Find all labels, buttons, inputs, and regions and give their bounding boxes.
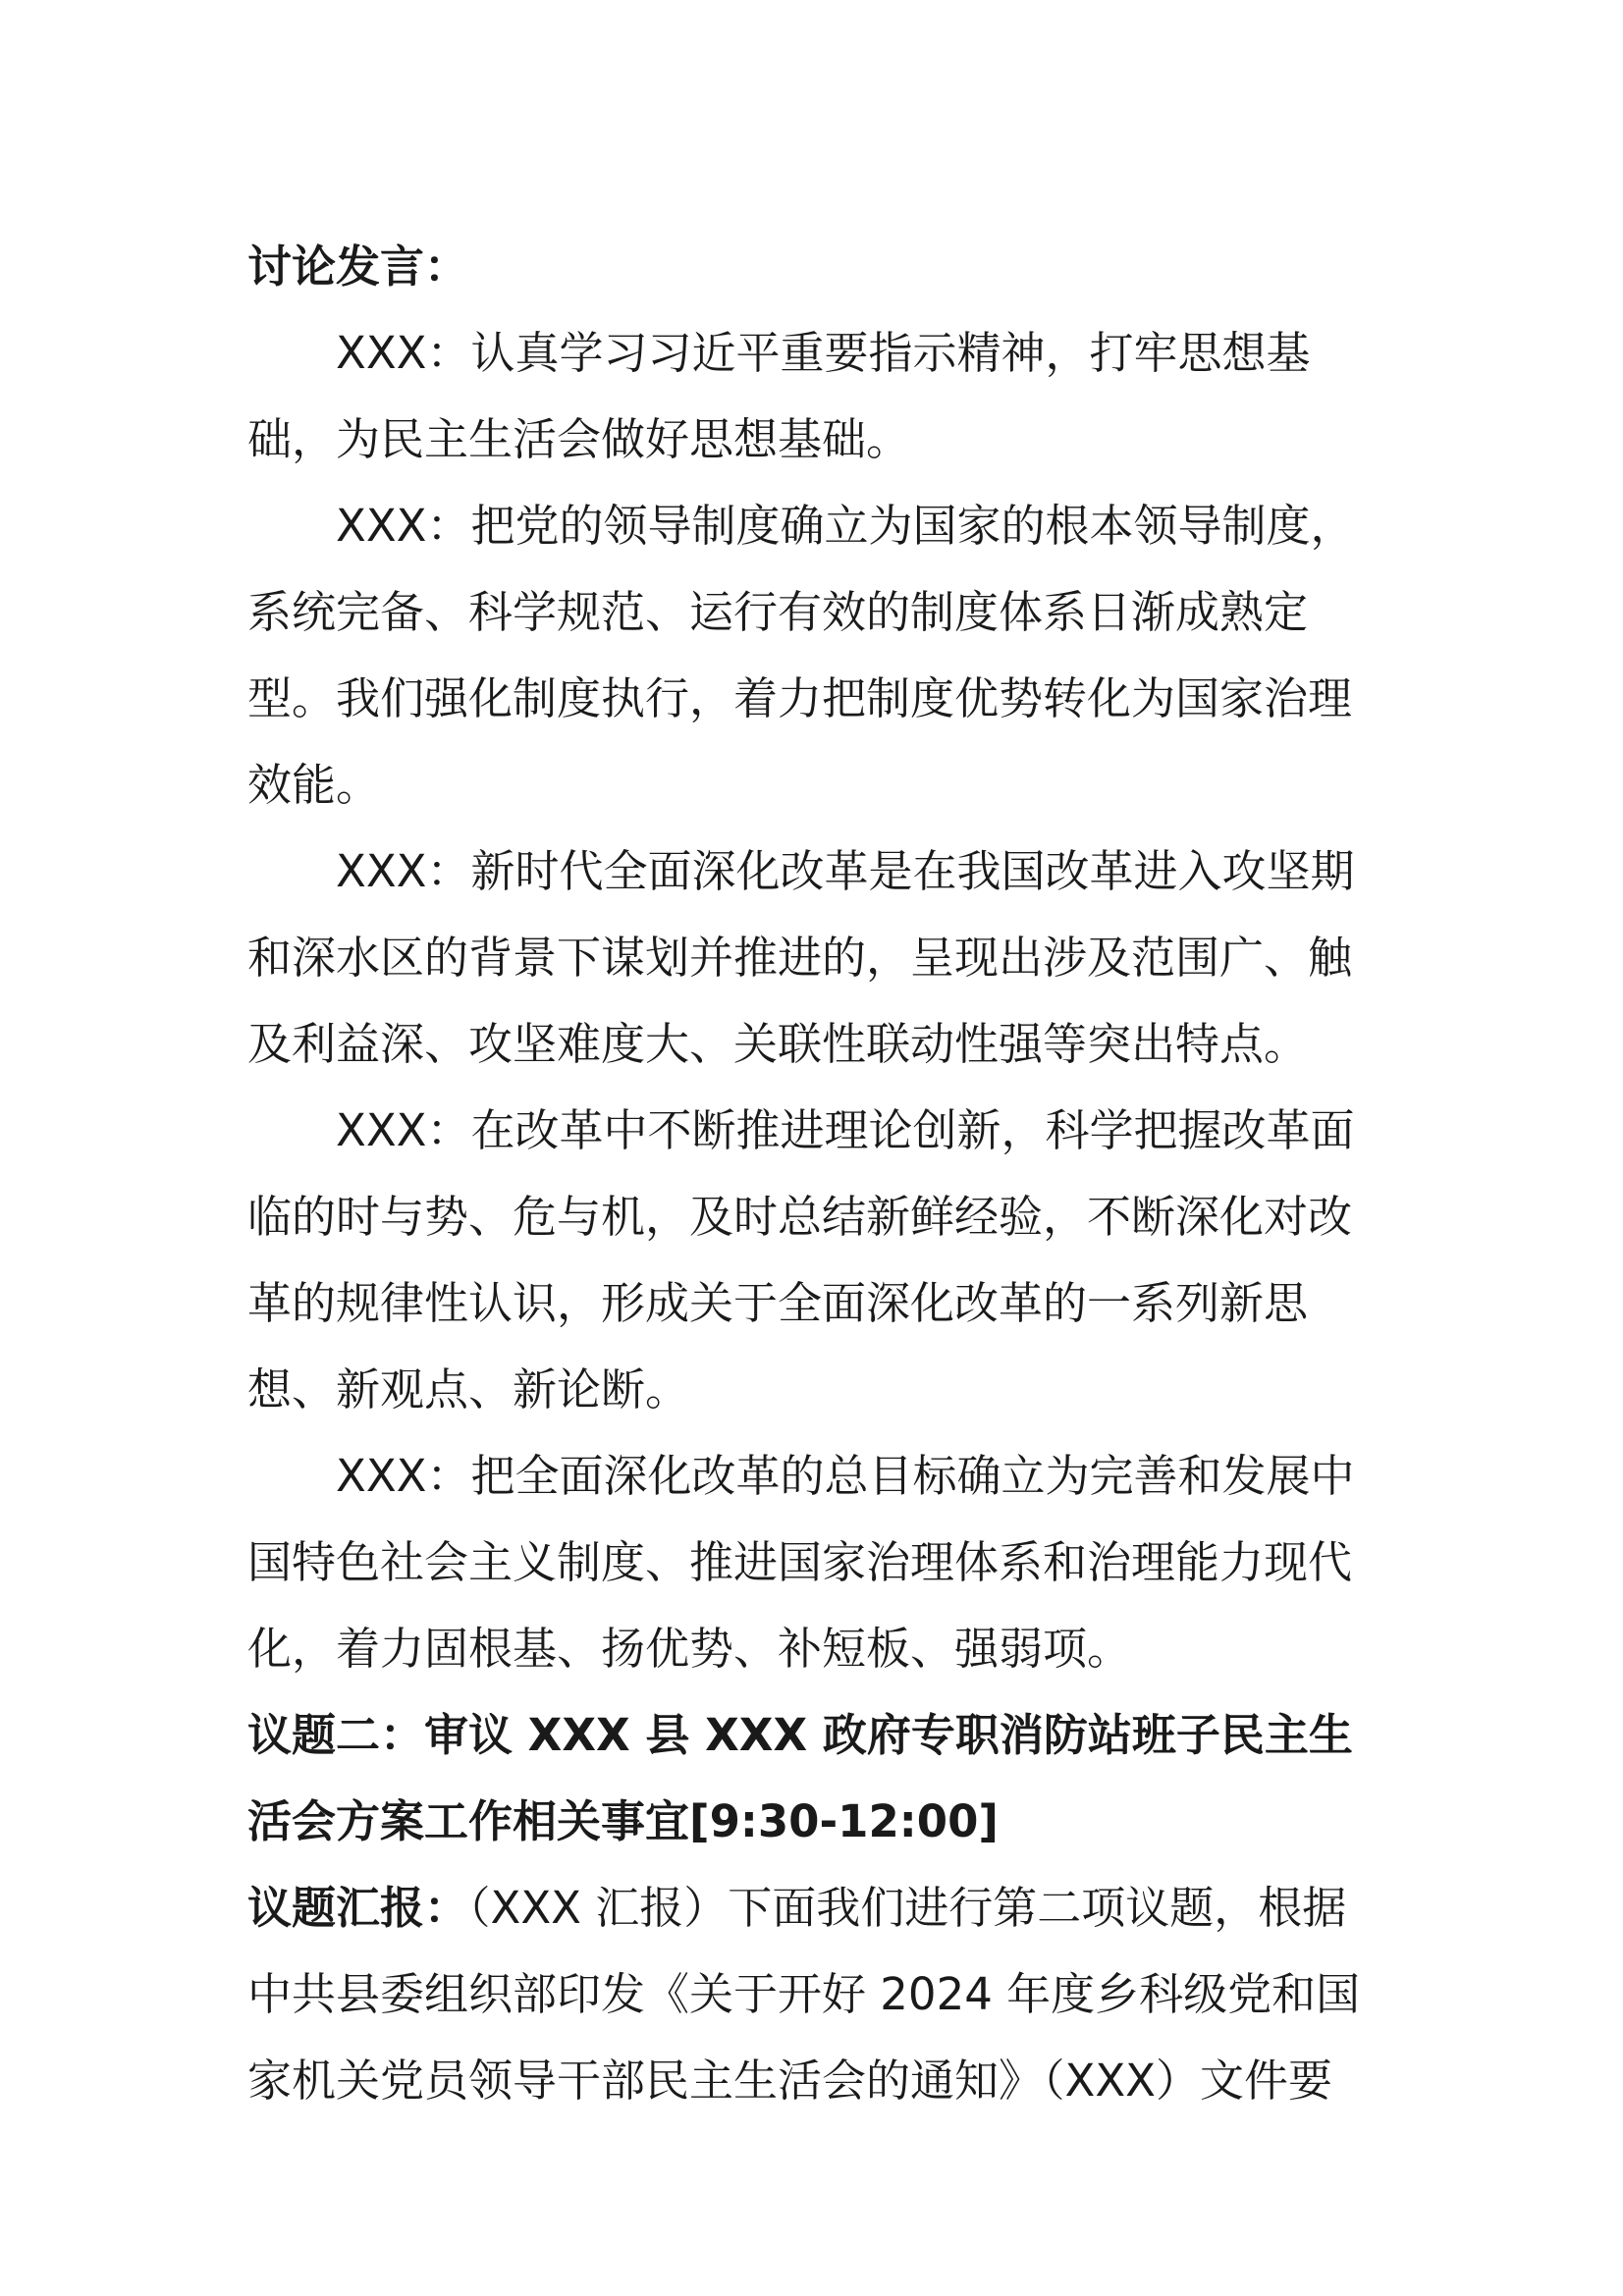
speech-paragraph-5 [247, 1433, 1386, 1692]
speech-text: 把全面深化改革的总目标确立为完善和发展中国特色社会主义制度、推进国家治理体系和治理能力现代化，着力固根基、扬优势、补短板、强弱项。 [247, 1450, 1355, 1675]
report-label: 议题汇报： [247, 1882, 469, 1934]
speech-paragraph-4 [247, 1088, 1386, 1433]
speech-speaker: XXX： [336, 1104, 471, 1156]
speech-text: 在改革中不断推进理论创新，科学把握改革面临的时与势、危与机，及时总结新鲜经验，不断深化对改革的规律性认识，形成关于全面深化改革的一系列新思想、新观点、新论断。 [247, 1104, 1355, 1415]
speech-speaker: XXX： [336, 845, 471, 897]
document-body [247, 224, 1386, 2124]
speech-speaker: XXX： [336, 327, 471, 379]
speech-text: 认真学习习近平重要指示精神，打牢思想基础，为民主生活会做好思想基础。 [247, 327, 1311, 465]
speech-paragraph-2 [247, 483, 1386, 828]
discussion-heading: 讨论发言： [247, 240, 469, 293]
speech-speaker: XXX： [336, 500, 471, 552]
speech-text: 新时代全面深化改革是在我国改革进入攻坚期和深水区的背景下谋划并推进的，呈现出涉及范围广、触及利益深、攻坚难度大、关联性联动性强等突出特点。 [247, 845, 1355, 1070]
report-paragraph [247, 1865, 1386, 2124]
agenda-two-heading: 议题二：审议 XXX 县 XXX 政府专职消防站班子民主生活会方案工作相关事宜[9:30-12:00] [247, 1709, 1353, 1847]
speech-text: 把党的领导制度确立为国家的根本领导制度，系统完备、科学规范、运行有效的制度体系日渐成熟定型。我们强化制度执行，着力把制度优势转化为国家治理效能。 [247, 500, 1355, 811]
speech-paragraph-3 [247, 828, 1386, 1088]
speech-paragraph-1 [247, 310, 1386, 483]
speech-speaker: XXX： [336, 1450, 471, 1502]
report-text: （XXX 汇报）下面我们进行第二项议题，根据中共县委组织部印发《关于开好 2024 年度乡科级党和国家机关党员领导干部民主生活会的通知》（XXX）文件要 [247, 1882, 1361, 2107]
